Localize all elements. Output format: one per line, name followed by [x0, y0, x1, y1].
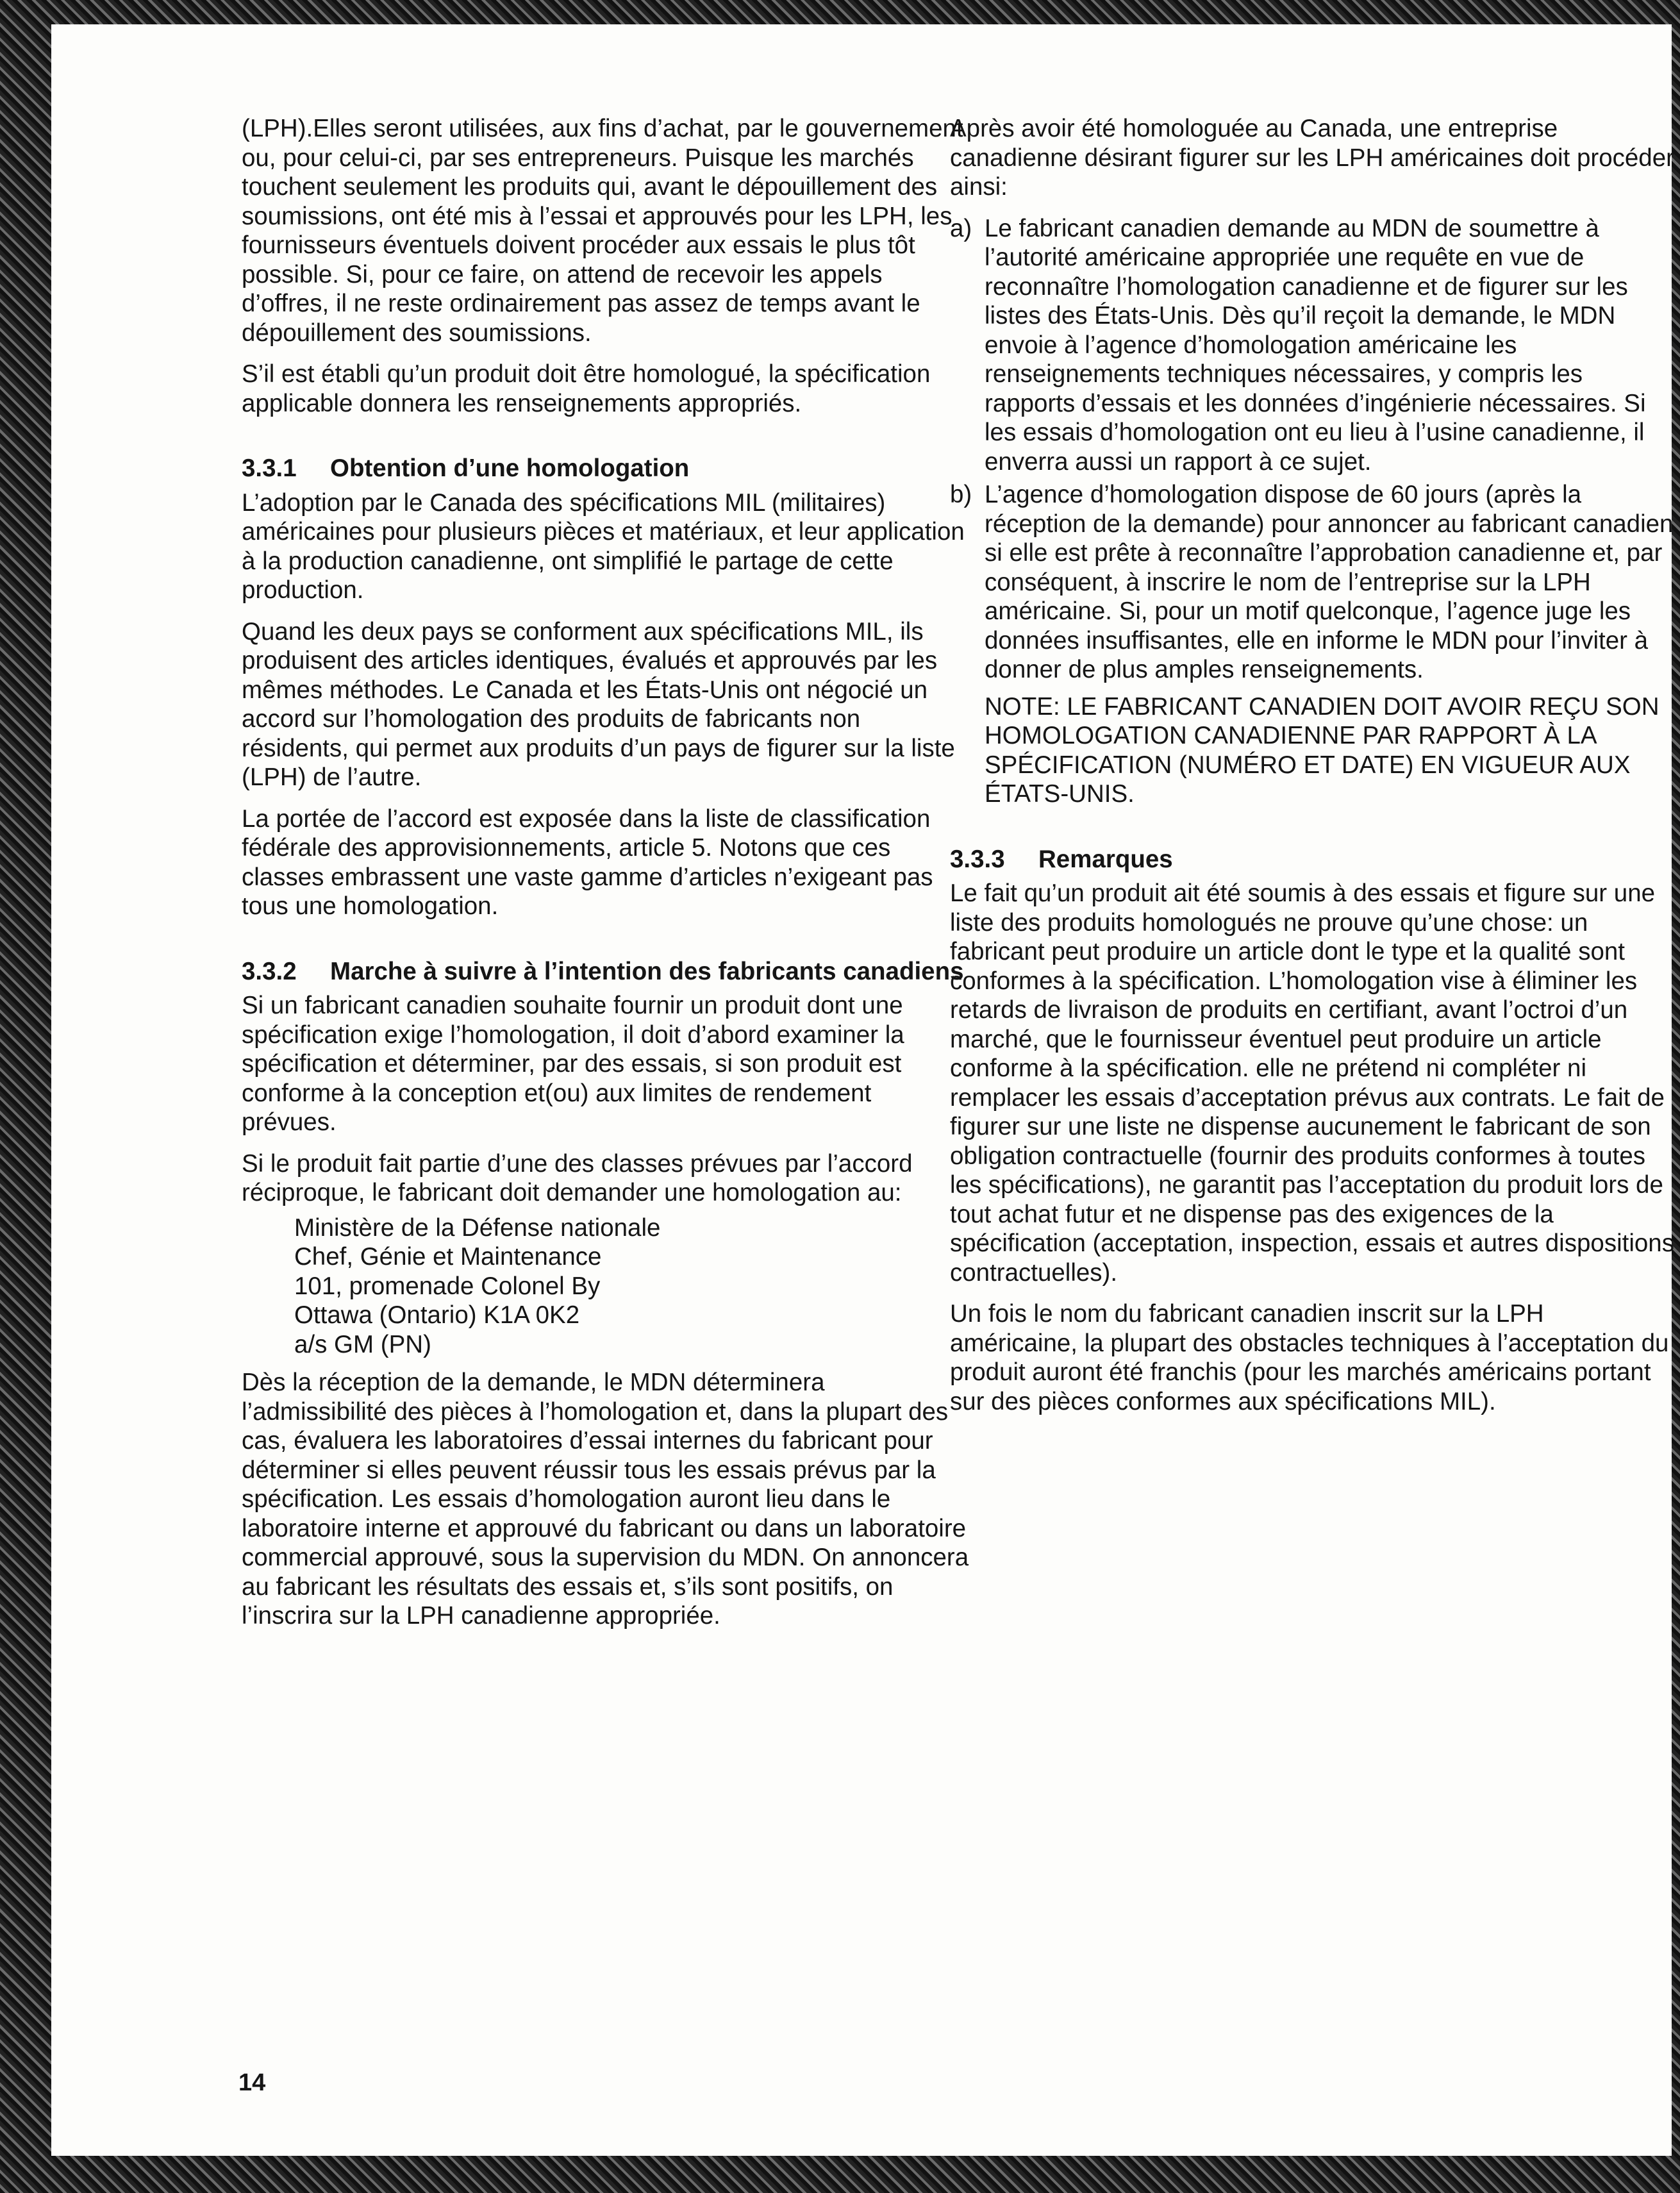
list-item-b [950, 480, 1677, 685]
section-title: Obtention d’une homologation [330, 454, 690, 482]
section-heading-3-3-2 [242, 957, 969, 987]
section-number: 3.3.1 [242, 454, 297, 482]
paragraph: Après avoir été homologuée au Canada, une entreprise canadienne désirant figurer sur les LPH américaines doit procéder ainsi: [950, 115, 1674, 201]
section-heading-3-3-1 [242, 454, 969, 483]
mailing-address [294, 1213, 969, 1360]
list-item-text: Le fabricant canadien demande au MDN de soumettre à l’autorité américaine appropriée une requête en vue de reconnaître l’homologation canadienne et de figurer sur les listes des États-Unis. Dès qu’il reçoit la demande, le MDN envoie à l’agence d’homologation américaine les renseignements techniques nécessaires, y compris les rapports d’essais et les données d’ingénierie nécessaires. Si les essais d’homologation ont eu lieu à l’usine canadienne, il enverra aussi un rapport à ce sujet. [985, 214, 1646, 476]
paragraph: Dès la réception de la demande, le MDN déterminera l’admissibilité des pièces à l’homologation et, dans la plupart des cas, évaluera les laboratoires d’essai internes du fabricant pour déterminer si elles peuvent réussir tous les essais prévus par la spécification. Les essais d’homologation auront lieu dans le laboratoire interne et approuvé du fabricant ou dans un laboratoire commercial approuvé, sous la supervision du MDN. On annoncera au fabricant les résultats des essais et, s’ils sont positifs, on l’inscrira sur la LPH canadienne appropriée. [242, 1369, 969, 1630]
paragraph: Un fois le nom du fabricant canadien inscrit sur la LPH américaine, la plupart des obstacles techniques à l’acceptation du produit auront été franchis (pour les marchés américains portant sur des pièces conformes aux spécifications MIL). [950, 1300, 1669, 1415]
address-line: Chef, Génie et Maintenance [294, 1243, 602, 1271]
paragraph: Le fait qu’un produit ait été soumis à des essais et figure sur une liste des produits homologués ne prouve qu’une chose: un fabricant peut produire un article dont le type et la qualité sont conformes à la spécification. L’homologation vise à éliminer les retards de livraison de produits en certifiant, avant l’octroi d’un marché, que le fournisseur éventuel peut produire un article conforme à la spécification. elle ne prétend ni compléter ni remplacer les essais d’acceptation prévus aux contrats. Le fait de figurer sur une liste ne dispense aucunement le fabricant de son obligation contractuelle (fournir des produits conformes à toutes les spécifications), ne garantit pas l’acceptation du produit lors de tout achat futur et ne dispense pas des exigences de la spécification (acceptation, inspection, essais et autres dispositions contractuelles). [950, 880, 1674, 1287]
address-line: Ministère de la Défense nationale [294, 1213, 661, 1242]
section-title: Marche à suivre à l’intention des fabricants canadiens [330, 957, 964, 985]
paragraph: Si un fabricant canadien souhaite fournir un produit dont une spécification exige l’homologation, il doit d’abord examiner la spécification et déterminer, par des essais, si son produit est conforme à la conception et(ou) aux limites de rendement prévues. [242, 992, 904, 1136]
paragraph: S’il est établi qu’un produit doit être homologué, la spécification applicable donnera les renseignements appropriés. [242, 360, 931, 417]
section-number: 3.3.3 [950, 845, 1005, 873]
page-number: 14 [238, 2069, 266, 2096]
left-column [242, 114, 969, 1643]
list-item-a [950, 214, 1677, 477]
paragraph: La portée de l’accord est exposée dans la liste de classification fédérale des approvisionnements, article 5. Notons que ces classes embrassent une vaste gamme d’articles n’exigeant pas tous une homologation. [242, 805, 933, 920]
paragraph: (LPH).Elles seront utilisées, aux fins d’achat, par le gouvernement ou, pour celui-ci, par ses entrepreneurs. Puisque les marchés touchent seulement les produits qui, avant le dépouillement des soumissions, ont été mis à l’essai et approuvés pour les LPH, les fournisseurs éventuels doivent procéder aux essais le plus tôt possible. Si, pour ce faire, on attend de recevoir les appels d’offres, il ne reste ordinairement pas assez de temps avant le dépouillement des soumissions. [242, 115, 963, 347]
address-line: Ottawa (Ontario) K1A 0K2 [294, 1301, 580, 1329]
list-marker: a) [950, 214, 972, 242]
address-line: 101, promenade Colonel By [294, 1272, 601, 1300]
right-column [950, 114, 1677, 1428]
paragraph: Quand les deux pays se conforment aux spécifications MIL, ils produisent des articles identiques, évalués et approuvés par les mêmes méthodes. Le Canada et les États-Unis ont négocié un accord sur l’homologation des produits de fabricants non résidents, qui permet aux produits d’un pays de figurer sur la liste (LPH) de l’autre. [242, 617, 955, 791]
list-item-text: L’agence d’homologation dispose de 60 jours (après la réception de la demande) pour annoncer au fabricant canadien si elle est prête à reconnaître l’approbation canadienne et, par conséquent, à inscrire le nom de l’entreprise sur la LPH américaine. Si, pour un motif quelconque, l’agence juge les données insuffisantes, elle en informe le MDN pour l’inviter à donner de plus amples renseignements. [985, 481, 1674, 683]
paragraph: Si le produit fait partie d’une des classes prévues par l’accord réciproque, le fabricant doit demander une homologation au: [242, 1149, 913, 1206]
section-heading-3-3-3 [950, 845, 1677, 874]
paragraph: L’adoption par le Canada des spécifications MIL (militaires) américaines pour plusieurs pièces et matériaux, et leur application à la production canadienne, ont simplifié le partage de cette production. [242, 488, 965, 604]
section-title: Remarques [1038, 845, 1173, 873]
section-number: 3.3.2 [242, 957, 297, 985]
list-marker: b) [950, 481, 972, 508]
address-line: a/s GM (PN) [294, 1330, 431, 1358]
document-page [51, 24, 1672, 2156]
note: NOTE: LE FABRICANT CANADIEN DOIT AVOIR REÇU SON HOMOLOGATION CANADIENNE PAR RAPPORT À LA SPÉCIFICATION (NUMÉRO ET DATE) EN VIGUEUR AUX ÉTATS-UNIS. [985, 692, 1659, 808]
